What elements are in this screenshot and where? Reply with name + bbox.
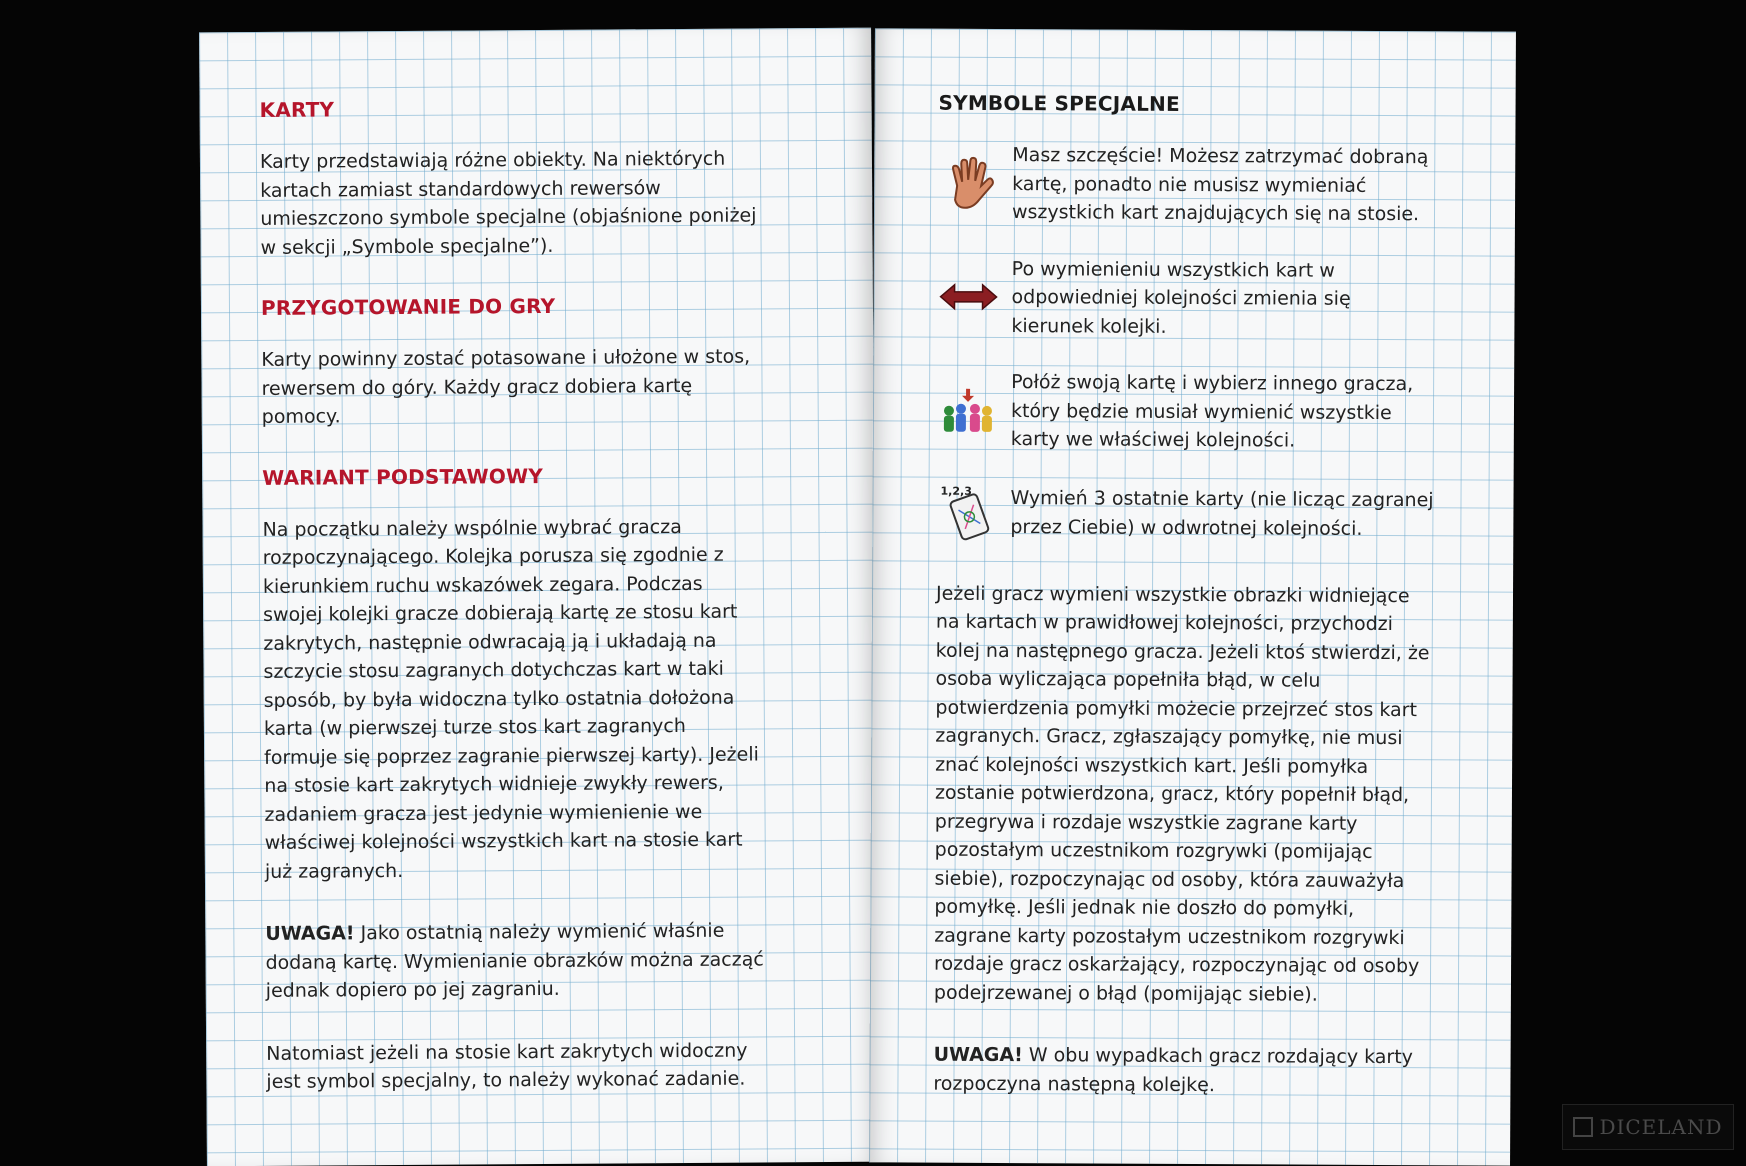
watermark-text: DICELAND — [1599, 1115, 1723, 1139]
dice-logo-icon — [1573, 1117, 1593, 1137]
left-page-content — [260, 94, 767, 1096]
diceland-watermark — [1562, 1104, 1734, 1150]
uwaga-label-right: UWAGA! — [933, 1043, 1023, 1067]
wariant-text: Na początku należy wspólnie wybrać gracza rozpoczynającego. Kolejka porusza się zgodnie z kierunkiem ruchu wskazówek zegara. Podczas swojej kolejki gracze dobierają kartę ze stosu kart zakrytych, następnie odwracają ją i układają na szczycie stosu zagranych dotychczas kart w taki sposób, by była widoczna tylko ostatnia dołożona karta (w pierwszej turze stos kart zagranych formuje się poprzez zagranie pierwszej karty). Jeżeli na stosie kart zakrytych widnieje zwykły rewers, zadaniem gracza jest jedynie wymienienie we właściwej kolejności wszystkich kart na stosie kart już zagranych. — [262, 515, 759, 883]
symbole-heading: SYMBOLE SPECJALNE — [938, 90, 1180, 116]
symbol-row-players — [937, 368, 1437, 456]
symbol-text-players: Połóż swoją kartę i wybierz innego gracza, który będzie musiał wymienić wszystkie karty we właściwej kolejności. — [1010, 371, 1414, 452]
rules-text: Jeżeli gracz wymieni wszystkie obrazki widniejące na kartach w prawidłowej kolejności, przychodzi kolej na następnego gracza. Jeżeli ktoś stwierdzi, że osoba wyliczająca popełniła błąd, w celu potwierdzenia pomyłki możecie przejrzeć stos kart zagranych. Gracz, zgłaszający pomyłkę, nie musi znać kolejności wszystkich kart. Jeśli pomyłka zostanie potwierdzona, gracz, który popełnił błąd, przegrywa i rozdaje wszystkie zagrane karty pozostałym uczestnikom rozgrywki (pomijając siebie), rozpoczynając od osoby, która zauważyła pomyłkę. Jeśli jednak nie doszło do pomyłki, zagrane karty pozostałym uczestnikom rozgrywki rozdaje gracz oskarżający, rozpoczynając od osoby podejrzewanej o błąd (pomijając siebie). — [933, 582, 1430, 1006]
natomiast-text: Natomiast jeżeli na stosie kart zakrytych widoczny jest symbol specjalny, to należy wykonać zadanie. — [266, 1039, 748, 1093]
symbol-text-hand: Masz szczęście! Możesz zatrzymać dobraną kartę, ponadto nie musisz wymieniać wszystkich kart znajdujących się na stosie. — [1011, 144, 1429, 226]
symbol-row-arrows — [937, 254, 1437, 342]
double-arrow-icon — [937, 266, 999, 328]
symbol-row-card123 — [936, 481, 1436, 546]
karty-heading: KARTY — [259, 97, 335, 122]
wariant-heading: WARIANT PODSTAWOWY — [262, 463, 544, 490]
right-page — [869, 28, 1516, 1165]
symbol-text-card123: Wymień 3 ostatnie karty (nie licząc zagranej przez Ciebie) w odwrotnej kolejności. — [1010, 487, 1434, 540]
przygotowanie-text: Karty powinny zostać potasowane i ułożone w stos, rewersem do góry. Każdy gracz dobiera kartę pomocy. — [261, 345, 751, 428]
left-page — [199, 28, 879, 1166]
card-123-label: 1,2,3 — [940, 484, 972, 498]
przygotowanie-heading: PRZYGOTOWANIE DO GRY — [260, 293, 556, 320]
uwaga-text: Jako ostatnią należy wymienić właśnie dodaną kartę. Wymienianie obrazków można zacząć jednak dopiero po jej zagraniu. — [265, 919, 764, 1002]
hand-icon — [938, 152, 1000, 214]
karty-text: Karty przedstawiają różne obiekty. Na niektórych kartach zamiast standardowych rewersów umieszczono symbole specjalne (objaśnione poniżej w sekcji „Symbole specjalne”). — [259, 147, 757, 259]
players-icon — [937, 379, 999, 441]
uwaga-text-right: W obu wypadkach gracz rozdający karty rozpoczyna następną kolejkę. — [933, 1044, 1414, 1096]
uwaga-label: UWAGA! — [265, 922, 355, 945]
uwaga-paragraph-right — [933, 1041, 1433, 1101]
right-page-content — [933, 91, 1438, 1101]
symbol-row-hand — [938, 141, 1438, 229]
card-123-icon — [936, 481, 998, 543]
symbol-text-arrows: Po wymienieniu wszystkich kart w odpowiedniej kolejności zmienia się kierunek kolejki. — [1011, 257, 1351, 338]
uwaga-paragraph-left — [265, 916, 766, 1005]
